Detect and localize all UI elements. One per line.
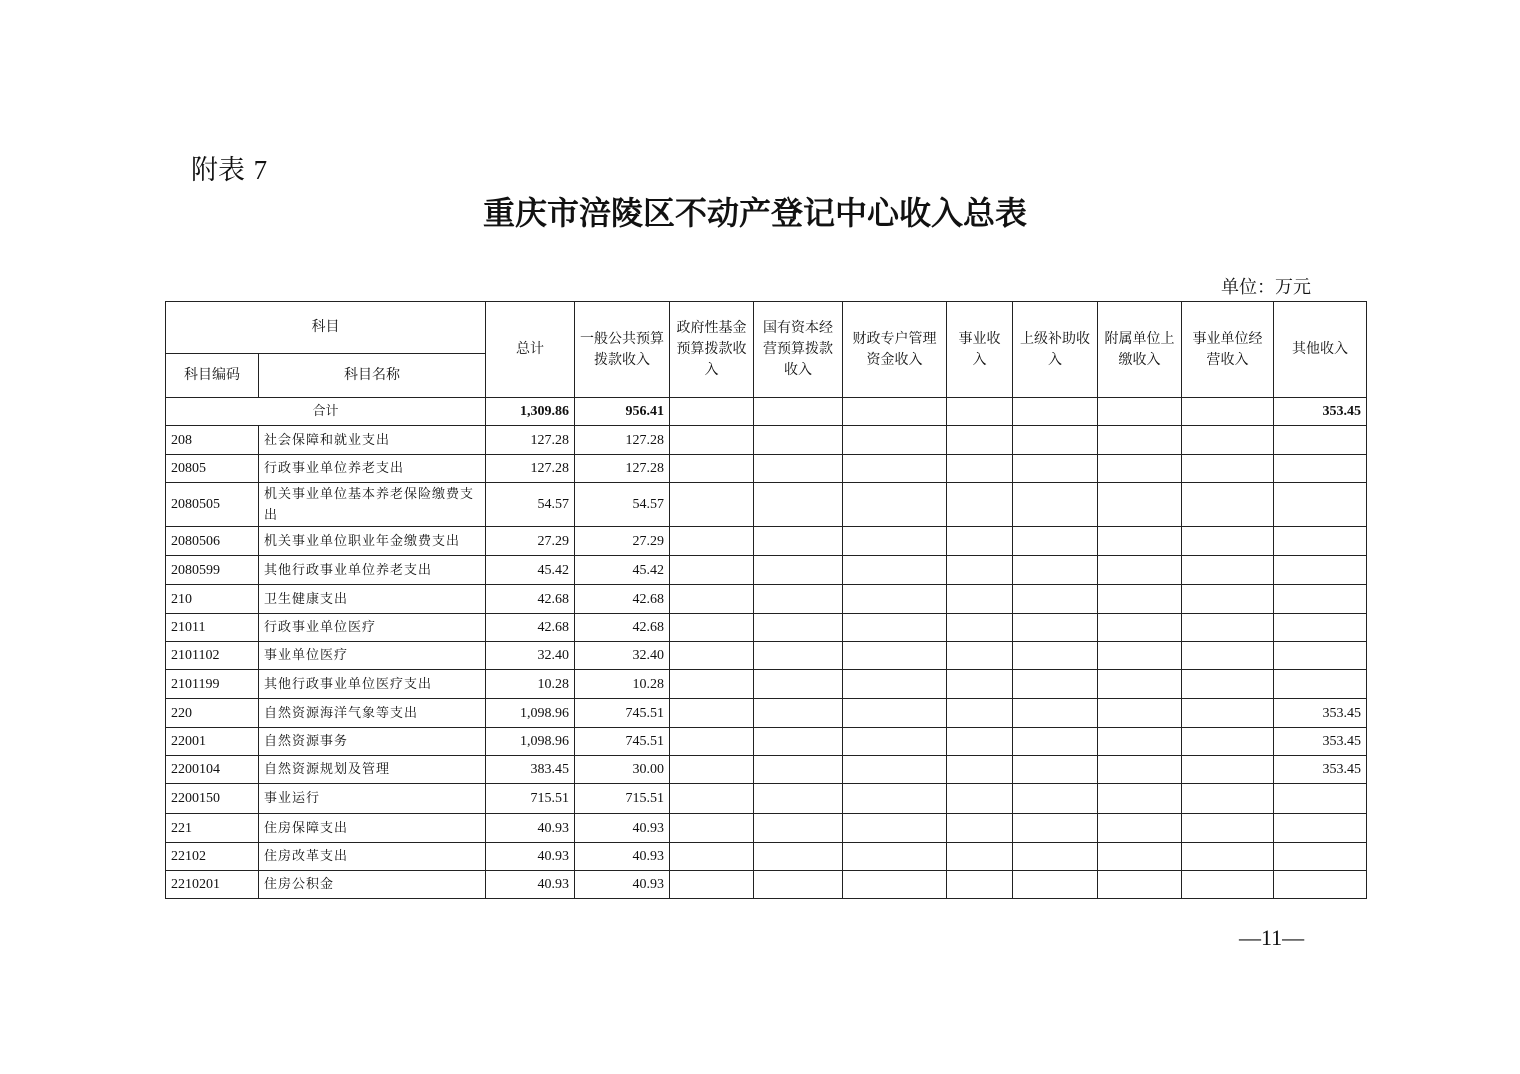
subject-code-cell: 220 [166, 699, 259, 728]
table-cell [843, 483, 947, 527]
table-cell [843, 756, 947, 784]
subject-name-cell: 自然资源规划及管理 [259, 756, 486, 784]
subject-code-cell: 208 [166, 426, 259, 455]
subject-name-cell: 其他行政事业单位医疗支出 [259, 670, 486, 699]
table-cell [843, 556, 947, 585]
table-cell [947, 426, 1013, 455]
total-row [166, 398, 1367, 426]
table-cell: 353.45 [1274, 728, 1367, 756]
table-cell [843, 455, 947, 483]
table-cell [1182, 426, 1274, 455]
subject-code-cell: 22102 [166, 843, 259, 871]
table-cell [1274, 871, 1367, 899]
table-row [166, 483, 1367, 527]
subject-code-cell: 2101102 [166, 642, 259, 670]
subject-code-cell: 2101199 [166, 670, 259, 699]
table-cell: 42.68 [486, 614, 575, 642]
table-cell [670, 670, 754, 699]
table-cell: 27.29 [486, 527, 575, 556]
table-cell [947, 585, 1013, 614]
table-cell [843, 670, 947, 699]
table-cell [1013, 483, 1098, 527]
table-cell [1182, 398, 1274, 426]
table-cell [670, 756, 754, 784]
table-cell [947, 556, 1013, 585]
table-cell [754, 556, 843, 585]
table-cell [670, 483, 754, 527]
table-row [166, 455, 1367, 483]
subject-name-header: 科目名称 [259, 354, 486, 398]
table-cell: 353.45 [1274, 398, 1367, 426]
table-cell [1274, 585, 1367, 614]
table-cell [843, 398, 947, 426]
table-cell: 27.29 [575, 527, 670, 556]
table-cell: 42.68 [486, 585, 575, 614]
table-cell [1274, 814, 1367, 843]
attachment-label [191, 148, 267, 187]
table-cell [1182, 556, 1274, 585]
table-cell [1274, 670, 1367, 699]
table-cell [1182, 642, 1274, 670]
table-body [166, 398, 1367, 899]
table-cell [1274, 784, 1367, 814]
table-cell: 1,098.96 [486, 699, 575, 728]
table-cell [1013, 614, 1098, 642]
table-cell [1013, 455, 1098, 483]
table-cell: 353.45 [1274, 756, 1367, 784]
table-cell [1098, 728, 1182, 756]
income-summary-table [165, 301, 1367, 899]
table-cell [754, 527, 843, 556]
table-row [166, 699, 1367, 728]
table-cell: 40.93 [486, 814, 575, 843]
subject-name-cell: 自然资源海洋气象等支出 [259, 699, 486, 728]
table-cell: 40.93 [486, 843, 575, 871]
table-cell [1182, 843, 1274, 871]
table-cell [1013, 784, 1098, 814]
table-cell [670, 455, 754, 483]
table-cell [947, 670, 1013, 699]
table-cell [754, 871, 843, 899]
table-cell [1182, 728, 1274, 756]
column-header: 事业收入 [947, 302, 1013, 398]
table-row [166, 642, 1367, 670]
table-cell: 54.57 [575, 483, 670, 527]
subject-name-cell: 事业单位医疗 [259, 642, 486, 670]
table-cell [1274, 527, 1367, 556]
table-cell: 127.28 [575, 426, 670, 455]
subject-name-cell: 住房改革支出 [259, 843, 486, 871]
table-cell: 54.57 [486, 483, 575, 527]
subject-group-header: 科目 [166, 302, 486, 354]
table-cell [1098, 614, 1182, 642]
subject-name-cell: 行政事业单位医疗 [259, 614, 486, 642]
table-cell [1013, 527, 1098, 556]
subject-code-cell: 2200104 [166, 756, 259, 784]
total-label: 合计 [166, 398, 486, 426]
table-cell [754, 784, 843, 814]
subject-code-cell: 20805 [166, 455, 259, 483]
table-cell: 383.45 [486, 756, 575, 784]
table-cell [1098, 814, 1182, 843]
table-cell [754, 756, 843, 784]
table-cell [754, 843, 843, 871]
table-cell: 956.41 [575, 398, 670, 426]
table-cell [1182, 585, 1274, 614]
table-cell [843, 843, 947, 871]
table-cell [947, 843, 1013, 871]
table-header [166, 302, 1367, 398]
attachment-number: 7 [253, 155, 268, 185]
subject-code-header: 科目编码 [166, 354, 259, 398]
table-cell [1013, 728, 1098, 756]
table-cell: 127.28 [575, 455, 670, 483]
table-cell [754, 455, 843, 483]
subject-name-cell: 住房公积金 [259, 871, 486, 899]
table-cell [670, 426, 754, 455]
table-cell [670, 398, 754, 426]
table-cell [754, 814, 843, 843]
table-cell: 353.45 [1274, 699, 1367, 728]
table-cell: 32.40 [486, 642, 575, 670]
table-cell [843, 642, 947, 670]
table-cell [1182, 527, 1274, 556]
table-cell [754, 699, 843, 728]
table-cell [1013, 843, 1098, 871]
table-cell [1013, 556, 1098, 585]
subject-code-cell: 2080506 [166, 527, 259, 556]
table-cell: 10.28 [575, 670, 670, 699]
subject-name-cell: 社会保障和就业支出 [259, 426, 486, 455]
subject-code-cell: 2080505 [166, 483, 259, 527]
table-cell [1098, 455, 1182, 483]
table-cell [754, 398, 843, 426]
subject-code-cell: 2210201 [166, 871, 259, 899]
table-row [166, 784, 1367, 814]
table-cell [843, 527, 947, 556]
table-row [166, 614, 1367, 642]
table-row [166, 426, 1367, 455]
table-cell [1182, 814, 1274, 843]
table-cell: 42.68 [575, 585, 670, 614]
table-cell [754, 670, 843, 699]
table-cell [947, 527, 1013, 556]
table-cell [1098, 843, 1182, 871]
subject-code-cell: 2200150 [166, 784, 259, 814]
table-cell [1182, 455, 1274, 483]
table-cell [1274, 642, 1367, 670]
table-cell [1182, 670, 1274, 699]
table-cell [1013, 642, 1098, 670]
table-cell: 1,309.86 [486, 398, 575, 426]
table-cell [1098, 699, 1182, 728]
table-cell [1274, 556, 1367, 585]
column-header: 国有资本经营预算拨款收入 [754, 302, 843, 398]
table-cell [670, 871, 754, 899]
subject-code-cell: 2080599 [166, 556, 259, 585]
table-cell [1098, 642, 1182, 670]
table-cell [947, 642, 1013, 670]
table-cell: 30.00 [575, 756, 670, 784]
table-cell [947, 728, 1013, 756]
table-cell [1098, 756, 1182, 784]
table-row [166, 670, 1367, 699]
table-cell [947, 756, 1013, 784]
subject-name-cell: 机关事业单位职业年金缴费支出 [259, 527, 486, 556]
table-cell [1182, 614, 1274, 642]
table-cell [947, 784, 1013, 814]
table-cell [843, 728, 947, 756]
table-cell [670, 527, 754, 556]
subject-name-cell: 行政事业单位养老支出 [259, 455, 486, 483]
table-cell [843, 784, 947, 814]
table-cell [754, 728, 843, 756]
table-cell [1098, 426, 1182, 455]
table-cell: 40.93 [486, 871, 575, 899]
table-cell: 45.42 [486, 556, 575, 585]
table-cell [754, 483, 843, 527]
page-number: —11— [1239, 925, 1305, 950]
table-row [166, 527, 1367, 556]
subject-code-cell: 210 [166, 585, 259, 614]
table-cell [1013, 398, 1098, 426]
header-row-1 [166, 302, 1367, 354]
table-cell: 1,098.96 [486, 728, 575, 756]
table-cell [1098, 784, 1182, 814]
table-cell [670, 814, 754, 843]
table-cell [1013, 670, 1098, 699]
table-cell: 45.42 [575, 556, 670, 585]
table-cell: 715.51 [486, 784, 575, 814]
table-cell [843, 699, 947, 728]
table-cell [1013, 814, 1098, 843]
table-cell [754, 614, 843, 642]
table-cell: 745.51 [575, 728, 670, 756]
attachment-prefix: 附表 [191, 155, 245, 186]
table-cell [947, 483, 1013, 527]
table-cell [843, 814, 947, 843]
table-row [166, 585, 1367, 614]
table-cell: 127.28 [486, 455, 575, 483]
table-cell [947, 398, 1013, 426]
subject-name-cell: 其他行政事业单位养老支出 [259, 556, 486, 585]
table-cell [843, 614, 947, 642]
table-cell [1274, 614, 1367, 642]
table-cell: 42.68 [575, 614, 670, 642]
table-cell [1098, 527, 1182, 556]
table-cell [670, 843, 754, 871]
table-cell: 40.93 [575, 814, 670, 843]
column-header: 总计 [486, 302, 575, 398]
table-cell [1013, 871, 1098, 899]
table-cell [843, 871, 947, 899]
table-cell [1013, 585, 1098, 614]
table-cell [1274, 455, 1367, 483]
table-cell [947, 814, 1013, 843]
table-cell [843, 585, 947, 614]
table-cell [754, 426, 843, 455]
table-cell [1182, 483, 1274, 527]
table-cell [754, 642, 843, 670]
subject-name-cell: 住房保障支出 [259, 814, 486, 843]
table-cell: 40.93 [575, 843, 670, 871]
table-cell: 40.93 [575, 871, 670, 899]
table-cell [1182, 756, 1274, 784]
table-cell: 715.51 [575, 784, 670, 814]
table-cell [947, 614, 1013, 642]
table-cell [1098, 483, 1182, 527]
column-header: 一般公共预算拨款收入 [575, 302, 670, 398]
table-cell [754, 585, 843, 614]
unit-label: 单位：万元 [1221, 277, 1311, 298]
table-cell [670, 556, 754, 585]
table-cell [947, 871, 1013, 899]
table-cell: 127.28 [486, 426, 575, 455]
table-cell [670, 699, 754, 728]
column-header: 附属单位上缴收入 [1098, 302, 1182, 398]
table-row [166, 728, 1367, 756]
table-cell [1098, 871, 1182, 899]
table-row [166, 843, 1367, 871]
table-cell [670, 585, 754, 614]
column-header: 财政专户管理资金收入 [843, 302, 947, 398]
table-cell: 745.51 [575, 699, 670, 728]
table-cell [1274, 483, 1367, 527]
table-row [166, 814, 1367, 843]
subject-name-cell: 自然资源事务 [259, 728, 486, 756]
table-cell [1013, 756, 1098, 784]
table-cell [1274, 426, 1367, 455]
table-cell [1013, 699, 1098, 728]
table-cell [1098, 398, 1182, 426]
table-cell [1098, 585, 1182, 614]
table-cell [947, 699, 1013, 728]
subject-name-cell: 机关事业单位基本养老保险缴费支出 [259, 483, 486, 527]
table-cell [670, 728, 754, 756]
table-cell [1182, 784, 1274, 814]
table-row [166, 756, 1367, 784]
table-row [166, 871, 1367, 899]
column-header: 其他收入 [1274, 302, 1367, 398]
column-header: 事业单位经营收入 [1182, 302, 1274, 398]
table-cell: 10.28 [486, 670, 575, 699]
column-header: 上级补助收入 [1013, 302, 1098, 398]
table-cell [670, 614, 754, 642]
table-cell [670, 642, 754, 670]
column-header: 政府性基金预算拨款收入 [670, 302, 754, 398]
table-cell [1182, 871, 1274, 899]
table-cell [1013, 426, 1098, 455]
document-title: 重庆市涪陵区不动产登记中心收入总表 [482, 194, 1027, 232]
subject-name-cell: 卫生健康支出 [259, 585, 486, 614]
table-cell [843, 426, 947, 455]
table-row [166, 556, 1367, 585]
subject-code-cell: 21011 [166, 614, 259, 642]
table-cell [1098, 670, 1182, 699]
table-cell [947, 455, 1013, 483]
table-cell [670, 784, 754, 814]
table-cell: 32.40 [575, 642, 670, 670]
subject-code-cell: 221 [166, 814, 259, 843]
table-cell [1274, 843, 1367, 871]
table-cell [1098, 556, 1182, 585]
subject-code-cell: 22001 [166, 728, 259, 756]
table-cell [1182, 699, 1274, 728]
subject-name-cell: 事业运行 [259, 784, 486, 814]
